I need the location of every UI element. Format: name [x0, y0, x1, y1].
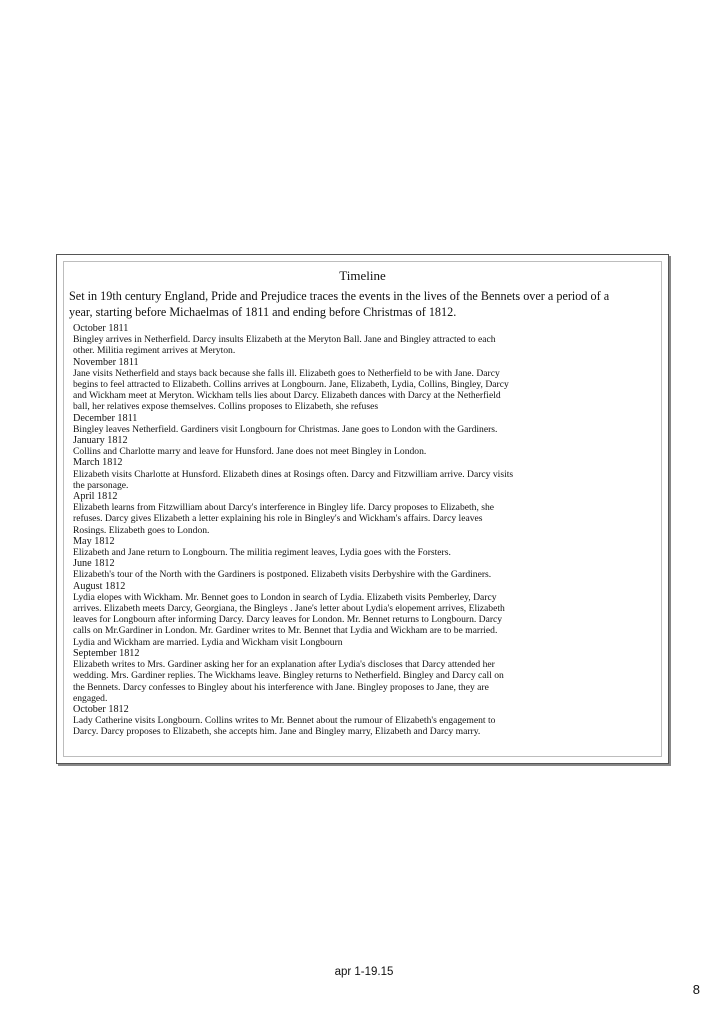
- timeline-event-line: wedding. Mrs. Gardiner replies. The Wickhams leave. Bingley returns to Netherfield. Bingley and Darcy call on: [73, 670, 504, 682]
- timeline-event-line: Elizabeth's tour of the North with the Gardiners is postponed. Elizabeth visits Derbyshire with the Gardiners.: [73, 569, 492, 581]
- timeline-event-line: Elizabeth and Jane return to Longbourn. The militia regiment leaves, Lydia goes with the Forsters.: [73, 547, 451, 559]
- footer-date-label: apr 1-19.15: [334, 966, 394, 978]
- timeline-event-line: engaged.: [73, 692, 108, 704]
- timeline-event-line: Jane visits Netherfield and stays back because she falls ill. Elizabeth goes to Netherfield to be with Jane. Darcy: [73, 367, 500, 379]
- timeline-event-line: Bingley arrives in Netherfield. Darcy insults Elizabeth at the Meryton Ball. Jane and Bingley attracted to each: [73, 334, 496, 346]
- timeline-event-line: calls on Mr.Gardiner in London. Mr. Gardiner writes to Mr. Bennet that Lydia and Wickham are to be married.: [73, 625, 498, 637]
- timeline-entry: [73, 558, 656, 580]
- timeline-month: October 1811: [73, 323, 129, 334]
- page-number: 8: [692, 982, 700, 997]
- timeline-event-line: Lydia and Wickham are married. Lydia and Wickham visit Longbourn: [73, 636, 343, 648]
- timeline-month: November 1811: [73, 356, 139, 368]
- timeline-event-line: other. Militia regiment arrives at Meryton.: [73, 345, 236, 357]
- timeline-entry: [73, 413, 656, 435]
- timeline-list: [73, 323, 656, 738]
- timeline-event-line: ball, her relatives expose themselves. Collins proposes to Elizabeth, she refuses: [73, 401, 379, 413]
- timeline-event-line: Elizabeth writes to Mrs. Gardiner asking her for an explanation after Lydia's discloses that Darcy attended her: [73, 659, 495, 671]
- timeline-event-line: Bingley leaves Netherfield. Gardiners visit Longbourn for Christmas. Jane goes to London with the Gardiners.: [73, 423, 498, 435]
- slide-frame: [56, 254, 669, 764]
- timeline-month: December 1811: [73, 412, 138, 424]
- timeline-event-line: Collins and Charlotte marry and leave for Hunsford. Jane does not meet Bingley in London.: [73, 446, 427, 458]
- timeline-entry: [73, 323, 656, 357]
- timeline-month: April 1812: [73, 491, 118, 503]
- timeline-month: March 1812: [73, 457, 123, 469]
- timeline-entry: [73, 457, 656, 491]
- timeline-event-line: begins to feel attracted to Elizabeth. Collins arrives at Longbourn. Jane, Elizabeth, Lydia, Collins, Bingley, Darcy: [73, 379, 509, 391]
- timeline-entry: [73, 704, 656, 738]
- timeline-event-line: Elizabeth visits Charlotte at Hunsford. Elizabeth dines at Rosings often. Darcy and Fitzwilliam arrive. Darcy visits: [73, 468, 514, 480]
- slide-title: Timeline: [339, 268, 386, 283]
- timeline-month: June 1812: [73, 558, 115, 570]
- timeline-event-line: Rosings. Elizabeth goes to London.: [73, 524, 210, 536]
- timeline-entry: [73, 648, 656, 704]
- timeline-event-line: Lady Catherine visits Longbourn. Collins writes to Mr. Bennet about the rumour of Elizabeth's engagement to: [73, 715, 496, 727]
- timeline-month: September 1812: [73, 647, 140, 659]
- timeline-entry: [73, 435, 656, 457]
- intro-line: year, starting before Michaelmas of 1811 and ending before Christmas of 1812.: [69, 305, 457, 319]
- timeline-event-line: the parsonage.: [73, 479, 129, 491]
- timeline-entry: [73, 491, 656, 536]
- timeline-event-line: refuses. Darcy gives Elizabeth a letter explaining his role in Bingley's and Wickham's affairs. Darcy leaves: [73, 513, 483, 525]
- timeline-event-line: Lydia elopes with Wickham. Mr. Bennet goes to London in search of Lydia. Elizabeth visits Pemberley, Darcy: [73, 591, 497, 603]
- timeline-event-line: and Wickham meet at Meryton. Wickham tells lies about Darcy. Elizabeth dances with Darcy at the Netherfield: [73, 390, 501, 402]
- timeline-entry: [73, 536, 656, 558]
- timeline-month: August 1812: [73, 580, 126, 592]
- timeline-month: May 1812: [73, 535, 115, 547]
- timeline-event-line: arrives. Elizabeth meets Darcy, Georgiana, the Bingleys . Jane's letter about Lydia's elopement arrives, Elizabeth: [73, 603, 505, 615]
- intro-line: Set in 19th century England, Pride and Prejudice traces the events in the lives of the Bennets over a period of a: [69, 289, 610, 303]
- timeline-entry: [73, 581, 656, 648]
- timeline-event-line: leaves for Longbourn after informing Darcy. Darcy leaves for London. Mr. Bennet returns to Longbourn. Darcy: [73, 614, 503, 626]
- intro-paragraph: [69, 288, 656, 320]
- timeline-month: January 1812: [73, 435, 128, 447]
- timeline-event-line: the Bennets. Darcy confesses to Bingley about his interference with Jane. Bingley proposes to Jane, they are: [73, 681, 489, 693]
- timeline-event-line: Darcy. Darcy proposes to Elizabeth, she accepts him. Jane and Bingley marry, Elizabeth and Darcy marry.: [73, 726, 481, 738]
- timeline-entry: [73, 357, 656, 413]
- timeline-month: October 1812: [73, 703, 129, 715]
- timeline-event-line: Elizabeth learns from Fitzwilliam about Darcy's interference in Bingley life. Darcy proposes to Elizabeth, she: [73, 502, 495, 514]
